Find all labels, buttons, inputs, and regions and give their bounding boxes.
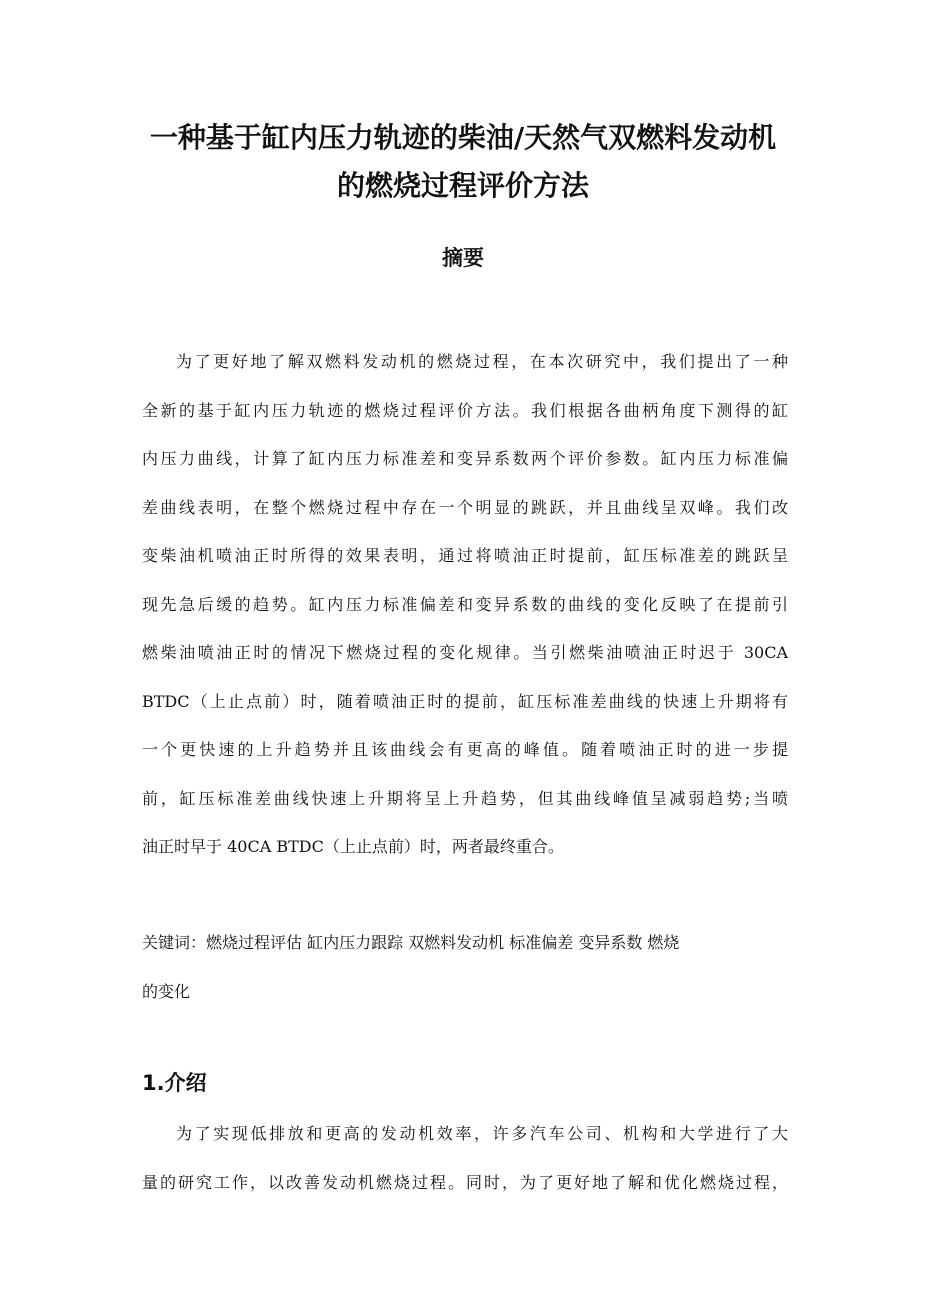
- introduction-line: 量的研究工作，以改善发动机燃烧过程。同时，为了更好地了解和优化燃烧过程，: [142, 1172, 788, 1192]
- abstract-line: 油正时早于 40CA BTDC（上止点前）时，两者最终重合。: [142, 837, 564, 856]
- document-title-line-2: 的燃烧过程评价方法: [336, 169, 589, 202]
- abstract-line: BTDC（上止点前）时，随着喷油正时的提前，缸压标准差曲线的快速上升期将有: [142, 691, 788, 711]
- keywords-line-1: 关键词：燃烧过程评估 缸内压力跟踪 双燃料发动机 标准偏差 变异系数 燃烧: [142, 933, 680, 952]
- abstract-line: 内压力曲线，计算了缸内压力标准差和变异系数两个评价参数。缸内压力标准偏: [142, 449, 788, 468]
- abstract-line: 燃柴油喷油正时的情况下燃烧过程的变化规律。当引燃柴油喷油正时迟于 30CA: [142, 643, 788, 662]
- abstract-line: 前，缸压标准差曲线快速上升期将呈上升趋势，但其曲线峰值呈减弱趋势;当喷: [142, 788, 788, 808]
- abstract-line: 一个更快速的上升趋势并且该曲线会有更高的峰值。随着喷油正时的进一步提: [142, 740, 788, 759]
- abstract-paragraph: [142, 338, 788, 872]
- introduction-paragraph: [142, 1110, 788, 1207]
- document-title-line-1: 一种基于缸内压力轨迹的柴油/天然气双燃料发动机: [149, 121, 777, 154]
- abstract-line: 变柴油机喷油正时所得的效果表明，通过将喷油正时提前，缸压标准差的跳跃呈: [142, 546, 788, 565]
- keywords-line-2: 的变化: [142, 981, 191, 1001]
- abstract-line: 为了更好地了解双燃料发动机的燃烧过程，在本次研究中，我们提出了一种: [176, 352, 788, 371]
- abstract-line: 差曲线表明，在整个燃烧过程中存在一个明显的跳跃，并且曲线呈双峰。我们改: [142, 497, 788, 517]
- keywords: [142, 919, 788, 1016]
- document-title: [120, 114, 806, 210]
- introduction-line: 为了实现低排放和更高的发动机效率，许多汽车公司、机构和大学进行了大: [176, 1124, 788, 1143]
- abstract-line: 现先急后缓的趋势。缸内压力标准偏差和变异系数的曲线的变化反映了在提前引: [142, 594, 788, 614]
- section-heading-introduction: 1.介绍: [142, 1071, 207, 1095]
- abstract-heading: 摘要: [442, 246, 484, 270]
- abstract-line: 全新的基于缸内压力轨迹的燃烧过程评价方法。我们根据各曲柄角度下测得的缸: [142, 400, 788, 420]
